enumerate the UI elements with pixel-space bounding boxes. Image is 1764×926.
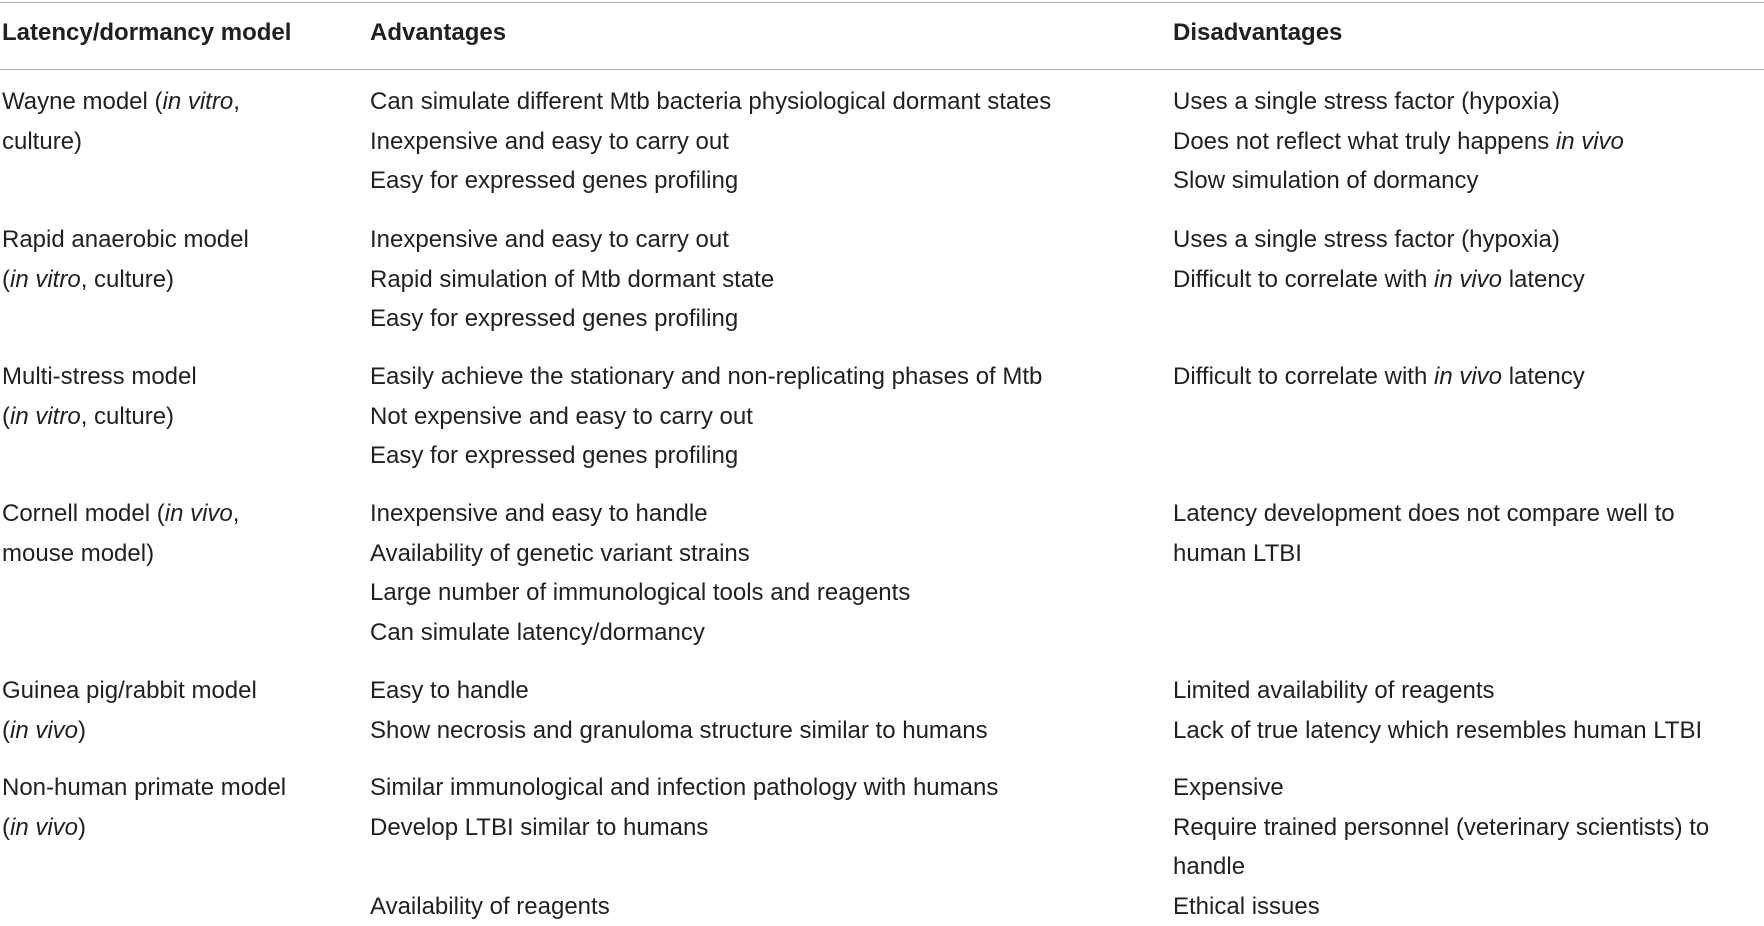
disadvantages-cell-guinea-pig-rabbit <box>1173 671 1702 750</box>
advantage-item: Availability of genetic variant strains <box>370 534 910 574</box>
advantages-cell-wayne <box>370 82 1051 201</box>
advantage-item: Can simulate latency/dormancy <box>370 613 910 653</box>
disadvantage-item: Latency development does not compare well to <box>1173 494 1675 534</box>
disadvantages-cell-wayne <box>1173 82 1624 201</box>
model-cell-non-human-primate: Non-human primate model (in vivo) <box>2 768 286 847</box>
advantage-item: Show necrosis and granuloma structure similar to humans <box>370 711 988 751</box>
disadvantage-item: Expensive <box>1173 768 1709 808</box>
advantage-item: Not expensive and easy to carry out <box>370 397 1042 437</box>
table-top-rule <box>0 2 1764 3</box>
model-cell-multi-stress: Multi-stress model (in vitro, culture) <box>2 357 197 436</box>
advantage-item: Rapid simulation of Mtb dormant state <box>370 260 774 300</box>
disadvantages-cell-rapid-anaerobic <box>1173 220 1585 299</box>
disadvantage-item: Difficult to correlate with in vivo latency <box>1173 260 1585 300</box>
model-cell-rapid-anaerobic: Rapid anaerobic model (in vitro, culture) <box>2 220 249 299</box>
advantage-item: Inexpensive and easy to carry out <box>370 220 774 260</box>
model-cell-guinea-pig-rabbit: Guinea pig/rabbit model (in vivo) <box>2 671 257 750</box>
disadvantage-item: Uses a single stress factor (hypoxia) <box>1173 220 1585 260</box>
advantage-item: Easily achieve the stationary and non-replicating phases of Mtb <box>370 357 1042 397</box>
disadvantage-item: Uses a single stress factor (hypoxia) <box>1173 82 1624 122</box>
disadvantage-item: Difficult to correlate with in vivo latency <box>1173 357 1585 397</box>
advantage-item <box>370 847 998 887</box>
advantage-item: Large number of immunological tools and reagents <box>370 573 910 613</box>
disadvantage-item: Lack of true latency which resembles human LTBI <box>1173 711 1702 751</box>
advantages-cell-rapid-anaerobic <box>370 220 774 339</box>
disadvantage-item: Slow simulation of dormancy <box>1173 161 1624 201</box>
disadvantages-cell-cornell <box>1173 494 1675 573</box>
advantage-item: Easy for expressed genes profiling <box>370 436 1042 476</box>
advantages-cell-non-human-primate <box>370 768 998 926</box>
model-cell-cornell: Cornell model (in vivo, mouse model) <box>2 494 239 573</box>
disadvantage-item: handle <box>1173 847 1709 887</box>
header-advantages: Advantages <box>370 18 506 48</box>
model-cell-wayne: Wayne model (in vitro, culture) <box>2 82 240 161</box>
disadvantage-item: Limited availability of reagents <box>1173 671 1702 711</box>
disadvantage-item: human LTBI <box>1173 534 1675 574</box>
advantage-item: Easy for expressed genes profiling <box>370 299 774 339</box>
advantages-cell-multi-stress <box>370 357 1042 476</box>
header-disadvantages: Disadvantages <box>1173 18 1342 48</box>
header-model: Latency/dormancy model <box>2 18 291 48</box>
disadvantages-cell-non-human-primate <box>1173 768 1709 926</box>
advantage-item: Can simulate different Mtb bacteria physiological dormant states <box>370 82 1051 122</box>
advantage-item: Inexpensive and easy to carry out <box>370 122 1051 162</box>
advantage-item: Inexpensive and easy to handle <box>370 494 910 534</box>
header-rule <box>0 69 1764 70</box>
advantage-item: Similar immunological and infection pathology with humans <box>370 768 998 808</box>
advantage-item: Easy to handle <box>370 671 988 711</box>
advantages-cell-guinea-pig-rabbit <box>370 671 988 750</box>
advantage-item: Availability of reagents <box>370 887 998 926</box>
disadvantage-item: Does not reflect what truly happens in vivo <box>1173 122 1624 162</box>
advantage-item: Easy for expressed genes profiling <box>370 161 1051 201</box>
disadvantages-cell-multi-stress <box>1173 357 1585 397</box>
advantages-cell-cornell <box>370 494 910 652</box>
disadvantage-item: Ethical issues <box>1173 887 1709 926</box>
disadvantage-item: Require trained personnel (veterinary scientists) to <box>1173 808 1709 848</box>
advantage-item: Develop LTBI similar to humans <box>370 808 998 848</box>
